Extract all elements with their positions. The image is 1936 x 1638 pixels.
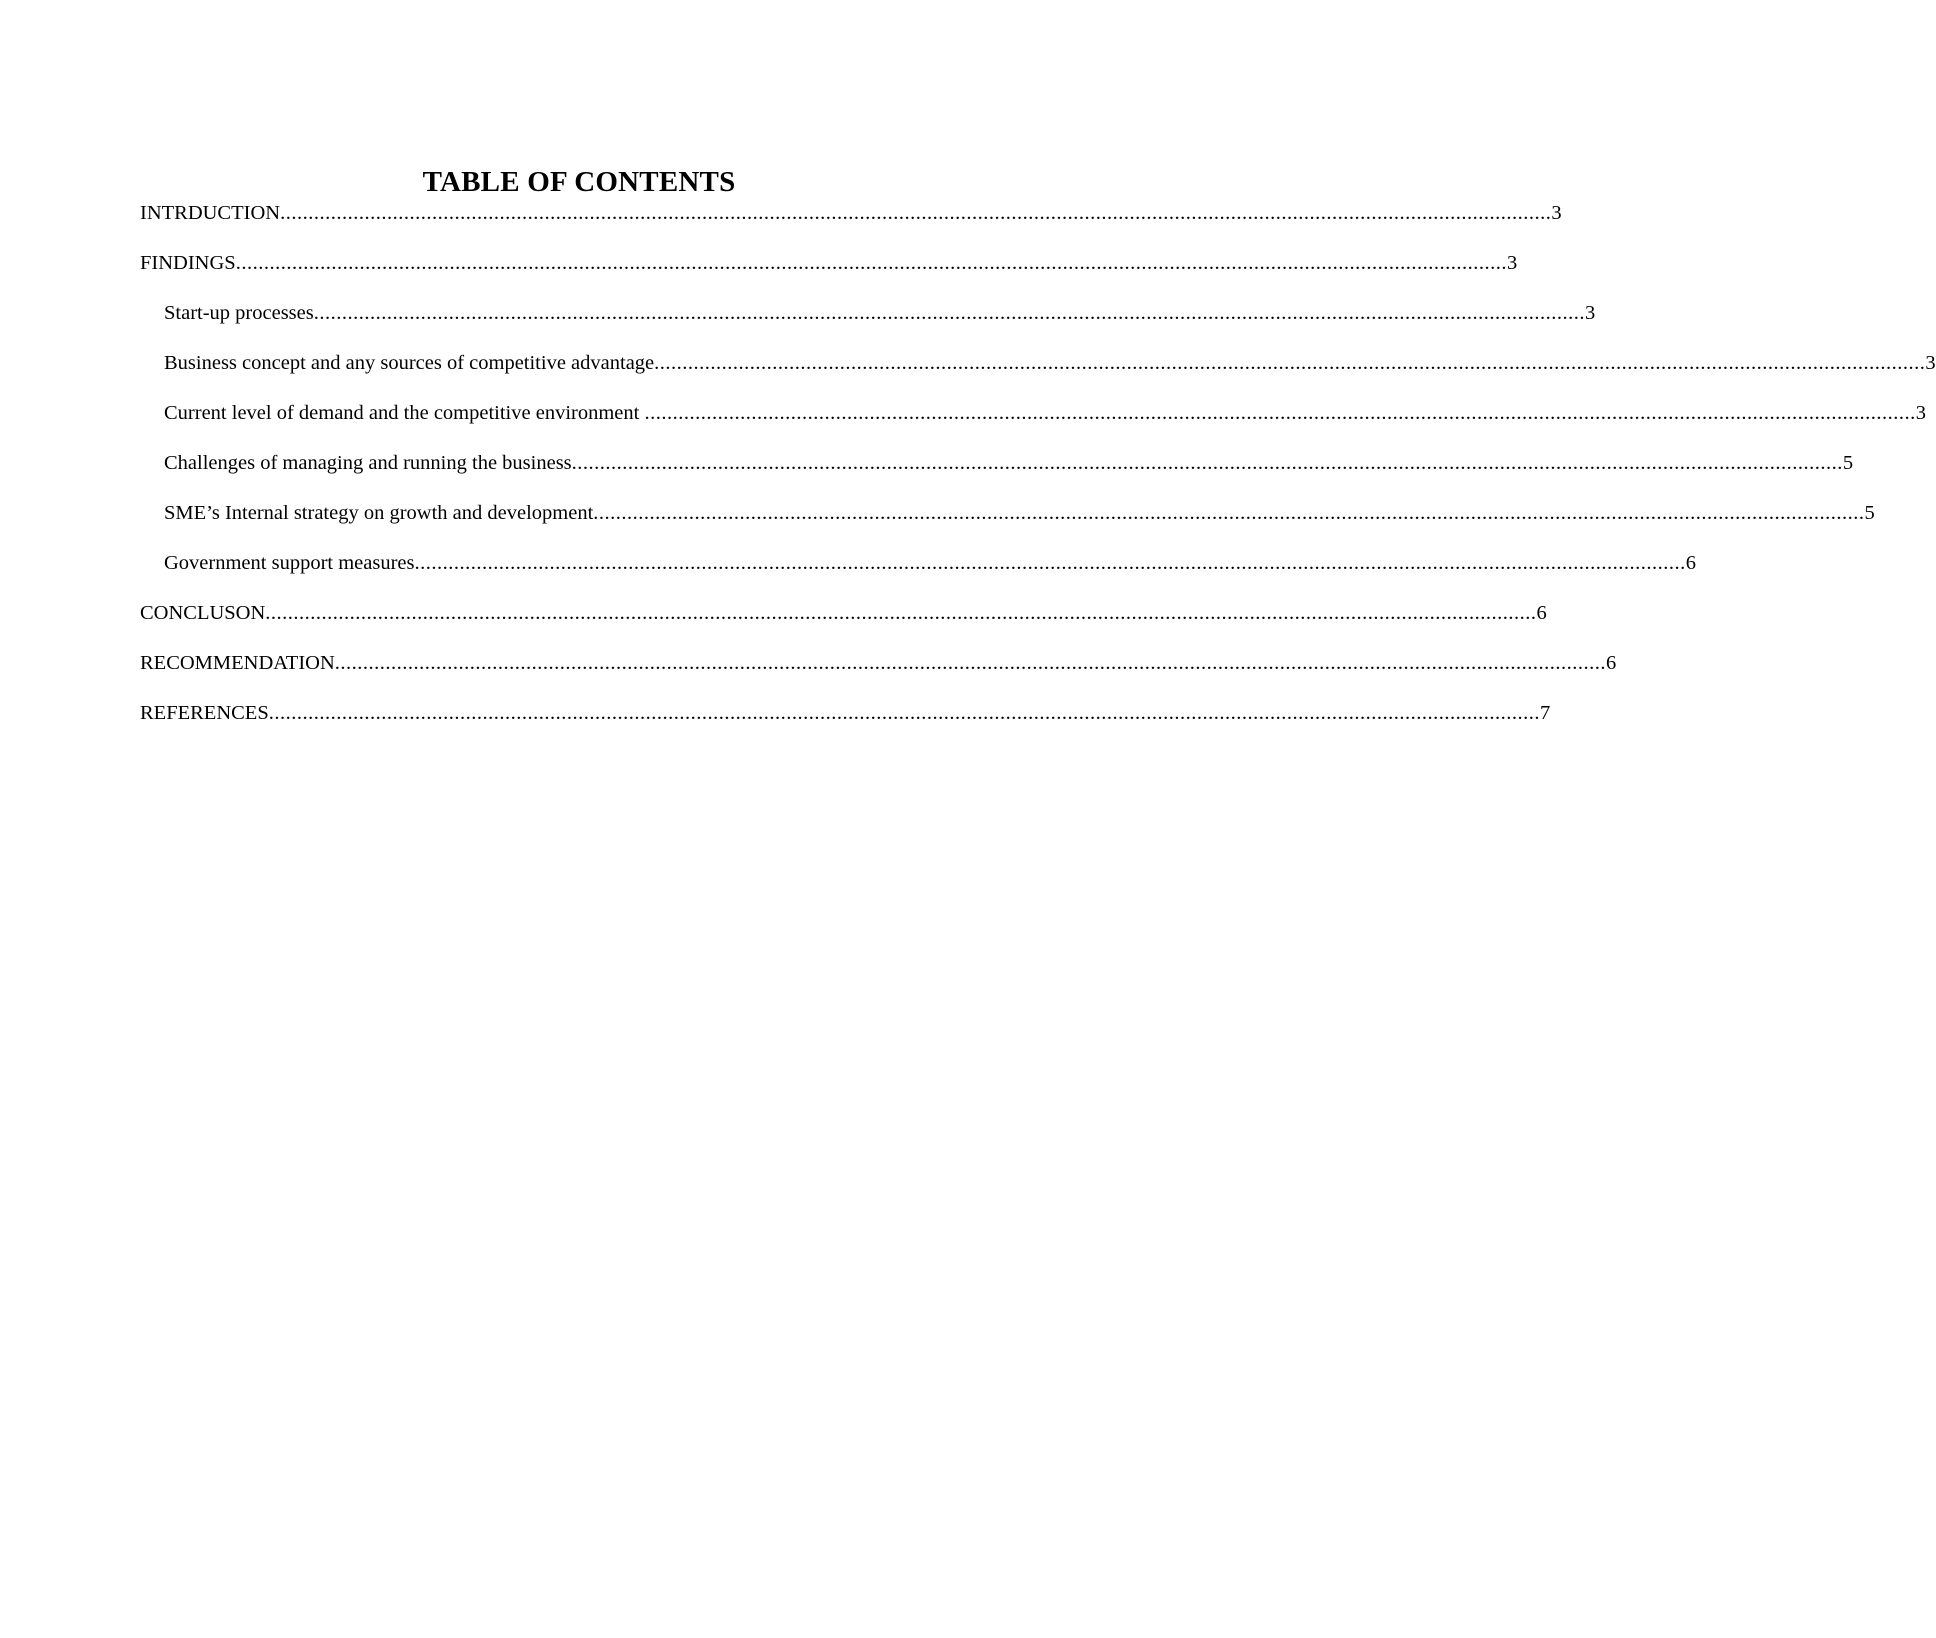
toc-entry-challenges[interactable] xyxy=(140,448,1854,498)
toc-entry-text: INTRDUCTION xyxy=(140,202,281,224)
toc-entry-conclusion[interactable] xyxy=(140,598,1547,648)
toc-entry-text: RECOMMENDATION xyxy=(140,652,335,674)
toc-page-number: 6 xyxy=(1606,652,1617,674)
toc-entry-text: REFERENCES xyxy=(140,702,269,724)
toc-page-number: 6 xyxy=(1536,602,1547,624)
toc-title: TABLE OF CONTENTS xyxy=(422,166,736,198)
toc-page-number: 7 xyxy=(1539,702,1551,724)
toc-entry-introduction[interactable] xyxy=(140,198,1562,248)
toc-dot-leader: .................................................................................................................................................................................................................................. xyxy=(235,252,1507,274)
toc-entry-text: Challenges of managing and running the business xyxy=(164,452,572,474)
toc-entry-findings[interactable] xyxy=(140,248,1518,298)
toc-page-number: 3 xyxy=(1925,352,1936,374)
toc-dot-leader: .................................................................................................................................................................................................................................. xyxy=(593,502,1865,524)
toc-page-number: 3 xyxy=(1551,202,1562,224)
toc-page-number: 5 xyxy=(1842,452,1854,474)
toc-dot-leader: .................................................................................................................................................................................................................................. xyxy=(268,702,1540,724)
toc-entry-sme-strategy[interactable] xyxy=(140,498,1875,548)
toc-page-number: 3 xyxy=(1584,302,1596,324)
toc-page-number: 3 xyxy=(1506,252,1518,274)
toc-entry-text: SME’s Internal strategy on growth and development xyxy=(164,502,594,524)
toc-dot-leader: .................................................................................................................................................................................................................................. xyxy=(334,652,1606,674)
toc-entry-text: Start-up processes xyxy=(164,302,314,324)
toc-entry-text: Government support measures xyxy=(164,552,415,574)
toc-entry-text: Business concept and any sources of competitive advantage xyxy=(164,352,655,374)
toc-dot-leader: .................................................................................................................................................................................................................................. xyxy=(265,602,1537,624)
toc-entry-current-demand[interactable] xyxy=(140,398,1926,448)
toc-dot-leader: .................................................................................................................................................................................................................................. xyxy=(571,452,1843,474)
toc-dot-leader: .................................................................................................................................................................................................................................. xyxy=(313,302,1585,324)
toc-entry-text: CONCLUSON xyxy=(140,602,266,624)
toc-page-number: 5 xyxy=(1864,502,1875,524)
toc-entry-business-concept[interactable] xyxy=(140,348,1936,398)
toc-list xyxy=(140,198,1936,748)
toc-page-number: 3 xyxy=(1915,402,1926,424)
toc-entry-references[interactable] xyxy=(140,698,1551,748)
toc-entry-government-support[interactable] xyxy=(140,548,1696,598)
toc-dot-leader: .................................................................................................................................................................................................................................. xyxy=(654,352,1926,374)
toc-dot-leader: .................................................................................................................................................................................................................................. xyxy=(280,202,1552,224)
toc-entry-text: FINDINGS xyxy=(140,252,236,274)
toc-dot-leader: .................................................................................................................................................................................................................................. xyxy=(644,402,1916,424)
toc-dot-leader: .................................................................................................................................................................................................................................. xyxy=(414,552,1686,574)
toc-page-number: 6 xyxy=(1685,552,1696,574)
toc-entry-startup-processes[interactable] xyxy=(140,298,1596,348)
toc-entry-text: Current level of demand and the competitive environment xyxy=(164,402,645,424)
toc-entry-recommendation[interactable] xyxy=(140,648,1617,698)
